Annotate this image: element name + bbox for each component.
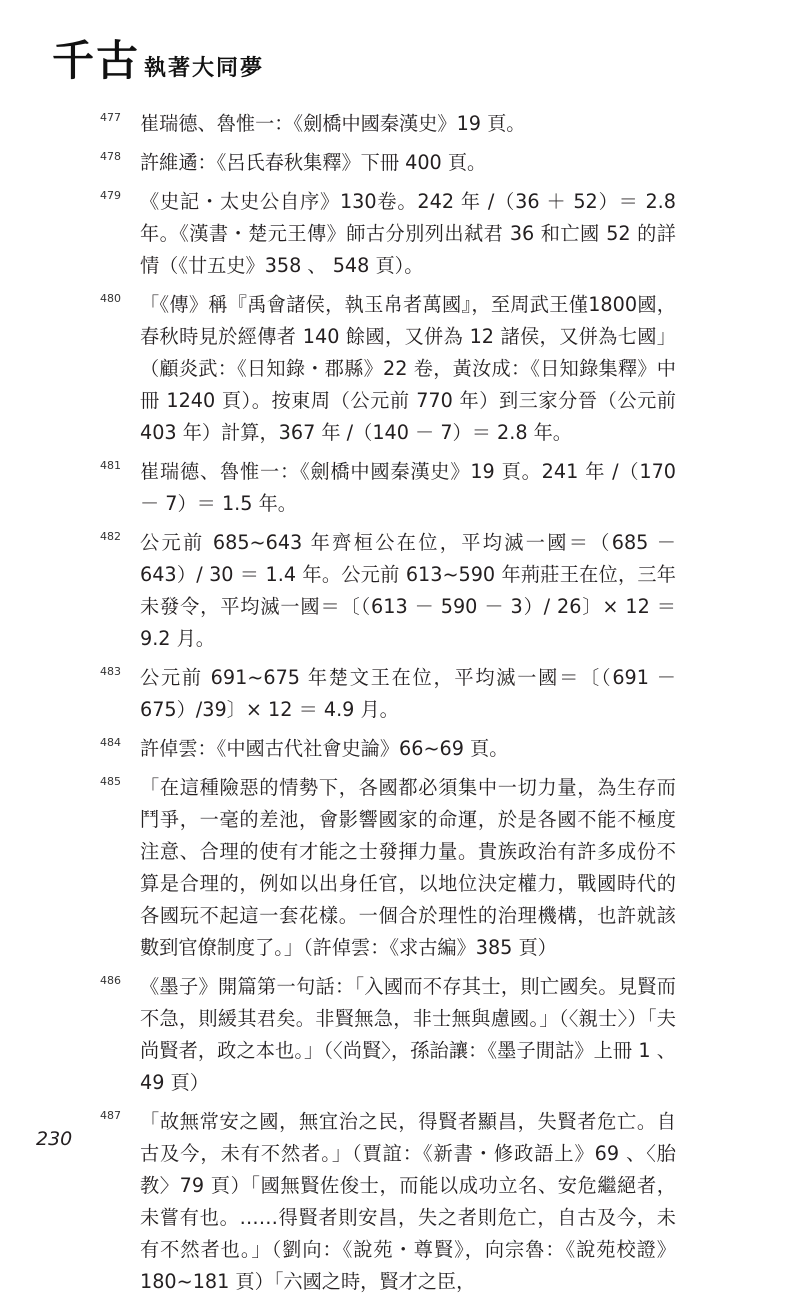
endnote-text: 許維遹：《呂氏春秋集釋》下冊 400 頁。	[140, 151, 487, 174]
endnotes-list	[100, 108, 676, 1305]
endnote-481	[100, 456, 676, 520]
endnote-number: 487	[100, 1109, 121, 1122]
endnote-number: 478	[100, 150, 121, 163]
endnote-478	[100, 147, 676, 179]
endnote-text: 《史記・太史公自序》130卷。242 年 /（36 ＋ 52）＝ 2.8 年。《漢書・楚元王傳》師古分別列出弒君 36 和亡國 52 的詳情（《廿五史》358 、 548 頁）。	[140, 190, 676, 277]
endnote-480	[100, 289, 676, 449]
endnote-text: 許倬雲：《中國古代社會史論》66~69 頁。	[140, 737, 509, 760]
endnote-text: 公元前 685~643 年齊桓公在位，平均滅一國＝（685 － 643）/ 30 ＝ 1.4 年。公元前 613~590 年荊莊王在位，三年未發令，平均滅一國＝〔（613 － 590 － 3）/ 26〕× 12 ＝ 9.2 月。	[140, 531, 676, 650]
endnote-482	[100, 527, 676, 655]
endnote-number: 477	[100, 111, 121, 124]
endnote-text: 「在這種險惡的情勢下，各國都必須集中一切力量，為生存而鬥爭，一毫的差池，會影響國家的命運，於是各國不能不極度注意、合理的使有才能之士發揮力量。貴族政治有許多成份不算是合理的，例如以出身任官，以地位決定權力，戰國時代的各國玩不起這一套花樣。一個合於理性的治理機構，也許就該數到官僚制度了。」（許倬雲：《求古編》385 頁）	[140, 776, 676, 959]
endnote-text: 崔瑞德、魯惟一：《劍橋中國秦漢史》19 頁。	[140, 112, 526, 135]
endnote-text: 崔瑞德、魯惟一：《劍橋中國秦漢史》19 頁。241 年 /（170 － 7）＝ 1.5 年。	[140, 460, 676, 515]
endnote-487	[100, 1106, 676, 1298]
endnote-479	[100, 186, 676, 282]
endnote-number: 481	[100, 459, 121, 472]
endnote-477	[100, 108, 676, 140]
endnote-485	[100, 772, 676, 964]
header-title: 千古	[52, 36, 141, 85]
endnote-number: 480	[100, 292, 121, 305]
endnote-number: 482	[100, 530, 121, 543]
page-number: 230	[36, 1128, 73, 1150]
running-header	[52, 28, 264, 88]
endnote-number: 485	[100, 775, 121, 788]
endnote-number: 479	[100, 189, 121, 202]
endnote-number: 486	[100, 974, 121, 987]
endnote-486	[100, 971, 676, 1099]
endnote-number: 483	[100, 665, 121, 678]
endnote-text: 「《傳》稱『禹會諸侯，執玉帛者萬國』，至周武王僅1800國，春秋時見於經傳者 140 餘國，又併為 12 諸侯，又併為七國」（顧炎武：《日知錄・郡縣》22 卷，黃汝成：《日知錄集釋》中冊 1240 頁）。按東周（公元前 770 年）到三家分晉（公元前 403 年）計算，367 年 /（140 － 7）＝ 2.8 年。	[140, 293, 676, 444]
endnote-text: 「故無常安之國，無宜治之民，得賢者顯昌，失賢者危亡。自古及今，未有不然者。」（賈誼：《新書・修政語上》69 、〈胎教〉79 頁）「國無賢佐俊士，而能以成功立名、安危繼絕者，未嘗有也。……得賢者則安昌，失之者則危亡，自古及今，未有不然者也。」（劉向：《說苑・尊賢》，向宗魯：《說苑校證》180~181 頁）「六國之時，賢才之臣，	[140, 1110, 676, 1293]
endnote-483	[100, 662, 676, 726]
endnote-484	[100, 733, 676, 765]
endnote-number: 484	[100, 736, 121, 749]
header-subtitle: 執著大同夢	[144, 55, 265, 81]
endnote-text: 公元前 691~675 年楚文王在位，平均滅一國＝〔（691 － 675）/39〕× 12 ＝ 4.9 月。	[140, 666, 676, 721]
endnote-text: 《墨子》開篇第一句話：「入國而不存其士，則亡國矣。見賢而不急，則緩其君矣。非賢無急，非士無與慮國。」（〈親士〉）「夫尚賢者，政之本也。」（〈尚賢〉，孫詒讓：《墨子閒詁》上冊 1 、 49 頁）	[140, 975, 676, 1094]
